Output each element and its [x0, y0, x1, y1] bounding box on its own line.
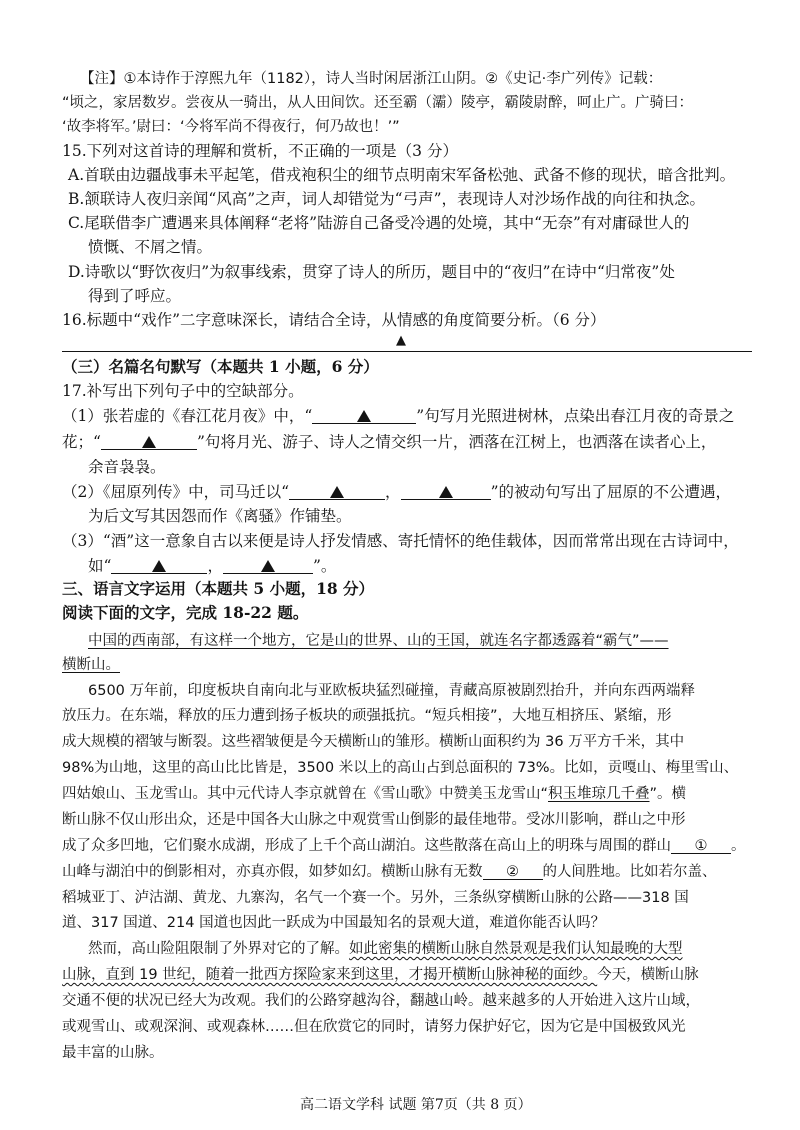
- q17-s2-line2: 为后文写其因怨而作《离骚》作铺垫。: [88, 507, 352, 525]
- passage-p3-line4: 或观雪山、或观深涧、或观森林……但在欣赏它的同时，请努力保护好它，因为它是中国极致风光: [62, 1019, 686, 1035]
- q17-stem: 17.补写出下列句子中的空缺部分。: [62, 382, 304, 400]
- passage-p2-line4: 98%为山地，这里的高山比比皆是，3500 米以上的高山占到总面积的 73%。比如，贡嘎山、梅里雪山、: [62, 760, 739, 776]
- q17-blank-2[interactable]: [101, 431, 197, 450]
- q15-option-a: A.首联由边疆战事未平起笔，借戎袍积尘的细节点明南宋军备松弛、武备不修的现状，暗含批判。: [68, 166, 736, 184]
- q16-stem: 16.标题中“戏作”二字意味深长，请结合全诗，从情感的角度简要分析。（6 分）: [62, 311, 606, 329]
- passage-p2-line5-a: 四姑娘山、玉龙雪山。其中元代诗人李京就曾在《雪山歌》中赞美玉龙雪山“: [62, 786, 549, 802]
- passage-p2-line1: 6500 万年前，印度板块自南向北与亚欧板块猛烈碰撞，青藏高原被剧烈抬升，并向东西两端释: [88, 683, 696, 699]
- q17-blank-6[interactable]: [223, 555, 313, 574]
- passage-p2-line10: 道、317 国道、214 国道也因此一跃成为中国最知名的景观大道，难道你能否认吗？: [62, 915, 606, 931]
- q15-stem: 15.下列对这首诗的理解和赏析，不正确的一项是（3 分）: [62, 142, 458, 160]
- section-divider: [62, 351, 752, 352]
- q17-s1-line1: [62, 405, 734, 427]
- q17-s1-pre: （1）张若虚的《春江花月夜》中，“: [62, 407, 313, 425]
- passage-p2-line7: [62, 835, 746, 857]
- passage-p2-line2: 放压力。在东端，释放的压力遭到扬子板块的顽强抵抗。“短兵相接”，大地互相挤压、紧缩，形: [62, 708, 672, 724]
- section3-heading: （三）名篇名句默写（本题共 1 小题，6 分）: [62, 357, 379, 376]
- q17-s1-post: ”句写月光照进树林，点染出春江月夜的奇景之: [416, 407, 735, 425]
- blank-1[interactable]: [671, 835, 731, 854]
- note-line-1: 【注】①本诗作于淳熙九年（1182），诗人当时闲居浙江山阴。②《史记·李广列传》记载：: [80, 71, 663, 87]
- q17-s1b-pre: 花；“: [62, 433, 101, 451]
- passage-p2-line5: [62, 783, 686, 805]
- q15-option-c-line1: C.尾联借李广遭遇来具体阐释“老将”陆游自己备受冷遇的处境，其中“无奈”有对庸碌世人的: [68, 214, 690, 232]
- q17-blank-4[interactable]: [401, 481, 491, 500]
- passage-p2-line7-b: 。: [731, 838, 746, 854]
- blank-1-marker: ①: [694, 838, 708, 854]
- passage-p2-line9: 稻城亚丁、泸沽湖、黄龙、九寨沟，名气一个赛一个。另外，三条纵穿横断山脉的公路——318 国: [62, 890, 689, 906]
- q17-s3-line1: （3）“酒”这一意象自古以来便是诗人抒发情感、寄托情怀的绝佳载体，因而常常出现在古诗词中，: [62, 532, 739, 550]
- q17-s2-line1: [62, 481, 731, 503]
- passage-p2-line3: 成大规模的褶皱与断裂。这些褶皱便是今天横断山的雏形。横断山面积约为 36 万平方千米，其中: [62, 734, 685, 750]
- q17-s2-pre: （2）《屈原列传》中，司马迁以“: [62, 483, 290, 501]
- passage-p3-line1-a: 然而，高山险阻限制了外界对它的了解。: [88, 941, 349, 957]
- passage-p3-line2-b: 今天，横断山脉: [597, 967, 699, 983]
- q17-s3-line2: [88, 555, 336, 577]
- q15-option-b: B.颔联诗人夜归亲闻“风高”之声，词人却错觉为“弓声”，表现诗人对沙场作战的向往和执念。: [68, 190, 706, 208]
- q17-blank-1[interactable]: [312, 405, 416, 424]
- part3-read-instruction: 阅读下面的文字，完成 18-22 题。: [62, 603, 309, 622]
- q17-s2-mid: ，: [385, 483, 401, 501]
- note-line-3: ‘故李将军。’尉曰：‘今将军尚不得夜行，何乃故也！’”: [62, 119, 400, 135]
- q17-blank-5[interactable]: [111, 555, 207, 574]
- q17-s2-post: ”的被动句写出了屈原的不公遭遇，: [490, 483, 731, 501]
- q17-s3b-mid: ，: [207, 557, 223, 575]
- q17-s1-line2: [62, 431, 716, 453]
- q17-s3b-pre: 如“: [88, 557, 112, 575]
- q15-option-c-line2: 愤慨、不屑之情。: [88, 238, 213, 256]
- q17-s1-line3: 余音袅袅。: [88, 458, 166, 476]
- passage-wavy-sentence-part1: 如此密集的横断山脉自然景观是我们认知最晚的大型: [349, 941, 683, 957]
- passage-p2-line5-c: ”。横: [649, 786, 687, 802]
- passage-quote-underlined: 积玉堆琼几千叠: [548, 786, 650, 802]
- note-line-2: “顷之，家居数岁。尝夜从一骑出，从人田间饮。还至霸（灞）陵亭，霸陵尉醉，呵止广。广骑曰：: [62, 95, 694, 111]
- passage-p3-line3: 交通不便的状况已经大为改观。我们的公路穿越沟谷，翻越山岭。越来越多的人开始进入这片山域，: [62, 993, 700, 1009]
- passage-p2-line7-a: 成了众多凹地，它们聚水成湖，形成了上千个高山湖泊。这些散落在高山上的明珠与周围的群山: [62, 838, 671, 854]
- q15-option-d-line1: D.诗歌以“野饮夜归”为叙事线索，贯穿了诗人的所历，题目中的“夜归”在诗中“归常夜”处: [68, 263, 675, 281]
- q16-answer-mark[interactable]: ▲: [396, 333, 406, 348]
- part3-heading: 三、语言文字运用（本题共 5 小题，18 分）: [62, 579, 375, 598]
- passage-p3-line1: [88, 938, 683, 960]
- q15-option-d-line2: 得到了呼应。: [88, 287, 182, 305]
- blank-2[interactable]: [483, 861, 543, 880]
- passage-p1-line2: 横断山。: [62, 657, 120, 673]
- passage-p2-line8: [62, 861, 717, 883]
- q17-s1b-post: ”句将月光、游子、诗人之情交织一片，洒落在江树上，也洒落在读者心上，: [196, 433, 717, 451]
- q17-blank-3[interactable]: [289, 481, 385, 500]
- passage-wavy-sentence-part2: 山脉，直到 19 世纪，随着一批西方探险家来到这里，才揭开横断山脉神秘的面纱。: [62, 967, 598, 983]
- passage-p3-line5: 最丰富的山脉。: [62, 1045, 164, 1061]
- passage-p2-line6: 断山脉不仅山形出众，还是中国各大山脉之中观赏雪山倒影的最佳地带。受冰川影响，群山之中形: [62, 812, 686, 828]
- q17-s3b-post: ”。: [312, 557, 337, 575]
- passage-p1-line1: 中国的西南部，有这样一个地方，它是山的世界、山的王国，就连名字都透露着“霸气”——: [88, 633, 669, 649]
- passage-p2-line8-b: 的人间胜地。比如若尔盖、: [542, 864, 717, 880]
- passage-p3-line2: [62, 964, 699, 986]
- blank-2-marker: ②: [506, 864, 519, 880]
- page-footer: 高二语文学科 试题 第7页（共 8 页）: [300, 1097, 532, 1113]
- passage-p2-line8-a: 山峰与湖泊中的倒影相对，亦真亦假，如梦如幻。横断山脉有无数: [62, 864, 483, 880]
